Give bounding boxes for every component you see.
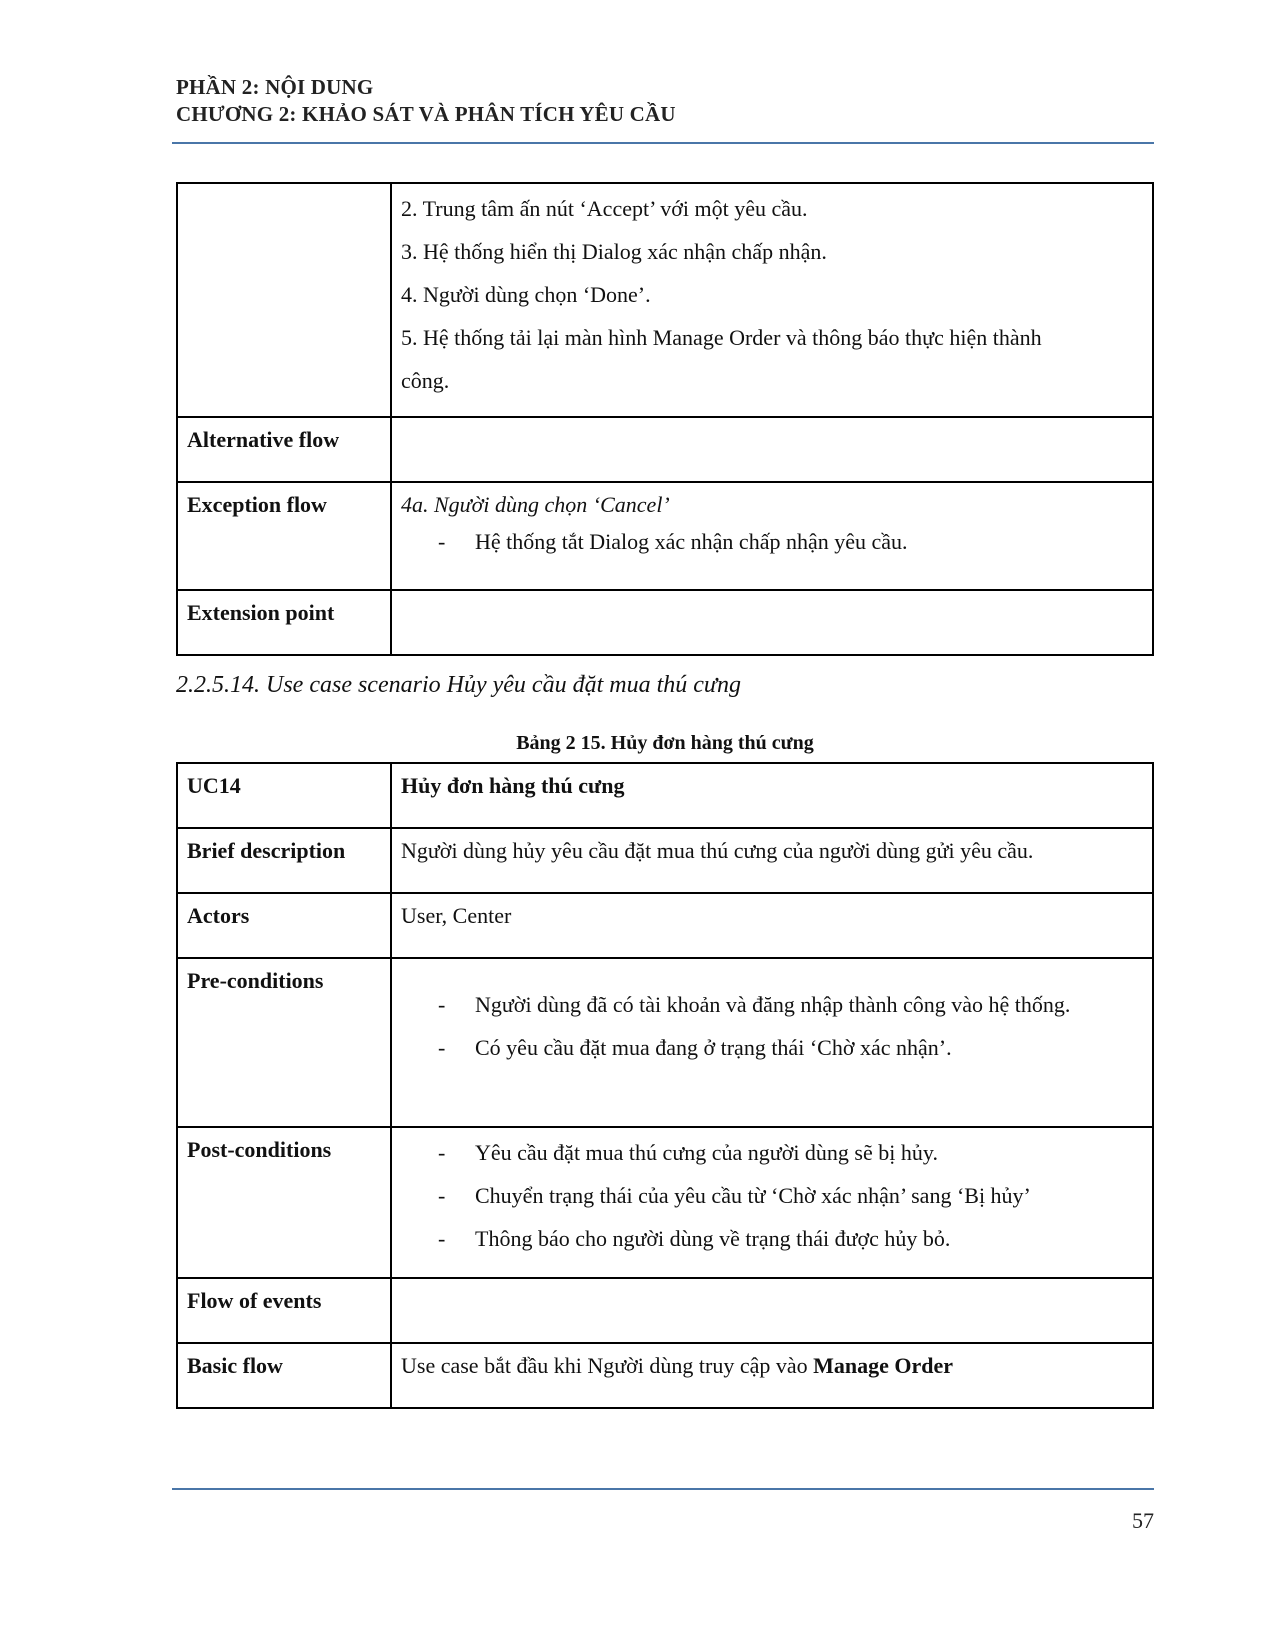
extension-point-label: Extension point [177,590,391,655]
footer-divider [172,1488,1154,1490]
flow-step: 3. Hệ thống hiển thị Dialog xác nhận chấp nhận. [401,239,827,264]
extension-point-value [391,590,1153,655]
list-item [401,1217,1143,1260]
dash-marker: - [438,529,446,554]
actors-label: Actors [177,893,391,958]
flow-step: 4. Người dùng chọn ‘Done’. [401,282,651,307]
flow-steps-cell [391,183,1153,417]
dash-marker: - [438,992,446,1017]
pre-conditions-value [391,958,1153,1127]
use-case-table [176,762,1154,1409]
exception-flow-label: Exception flow [177,482,391,590]
post-condition-text: Yêu cầu đặt mua thú cưng của người dùng sẽ bị hủy. [475,1140,938,1165]
alternative-flow-label: Alternative flow [177,417,391,482]
table-row [177,1343,1153,1408]
list-item [401,983,1143,1026]
brief-description-label: Brief description [177,828,391,893]
uc-name: Hủy đơn hàng thú cưng [391,763,1153,828]
post-condition-text: Thông báo cho người dùng về trạng thái được hủy bỏ. [475,1226,951,1251]
use-case-table-continued [176,182,1154,656]
empty-label-cell [177,183,391,417]
exception-item [401,519,1143,564]
pre-conditions-label: Pre-conditions [177,958,391,1127]
flow-of-events-value [391,1278,1153,1343]
table-row [177,958,1153,1127]
section-heading: 2.2.5.14. Use case scenario Hủy yêu cầu đặt mua thú cưng [176,672,741,698]
pre-condition-text: Người dùng đã có tài khoản và đăng nhập thành công vào hệ thống. [475,992,1071,1017]
flow-of-events-label: Flow of events [177,1278,391,1343]
exception-title: 4a. Người dùng chọn ‘Cancel’ [401,492,670,517]
dash-marker: - [438,1183,446,1208]
pre-condition-text: Có yêu cầu đặt mua đang ở trạng thái ‘Chờ xác nhận’. [475,1035,952,1060]
basic-flow-label: Basic flow [177,1343,391,1408]
table-row [177,590,1153,655]
basic-flow-bold: Manage Order [813,1353,954,1378]
basic-flow-text: Use case bắt đầu khi Người dùng truy cập vào [401,1353,814,1378]
post-conditions-label: Post-conditions [177,1127,391,1278]
dash-marker: - [438,1035,446,1060]
post-conditions-value [391,1127,1153,1278]
list-item [401,1131,1143,1174]
flow-step: công. [401,368,450,393]
flow-step: 2. Trung tâm ấn nút ‘Accept’ với một yêu cầu. [401,196,808,221]
page-header [176,74,676,128]
table-row [177,1127,1153,1278]
table-row [177,893,1153,958]
header-divider [172,142,1154,144]
dash-marker: - [438,1226,446,1251]
list-item [401,1026,1143,1069]
table-row [177,482,1153,590]
basic-flow-value [391,1343,1153,1408]
brief-description-value: Người dùng hủy yêu cầu đặt mua thú cưng của người dùng gửi yêu cầu. [391,828,1153,893]
post-condition-text: Chuyển trạng thái của yêu cầu từ ‘Chờ xác nhận’ sang ‘Bị hủy’ [475,1183,1031,1208]
table-row [177,763,1153,828]
flow-step: 5. Hệ thống tải lại màn hình Manage Order và thông báo thực hiện thành [401,325,1042,350]
table-row [177,417,1153,482]
header-chapter: CHƯƠNG 2: KHẢO SÁT VÀ PHÂN TÍCH YÊU CẦU [176,102,676,126]
exception-item-text: Hệ thống tắt Dialog xác nhận chấp nhận yêu cầu. [475,529,908,554]
table-row [177,828,1153,893]
list-item [401,1174,1143,1217]
table-row [177,183,1153,417]
header-part: PHẦN 2: NỘI DUNG [176,75,374,99]
uc-id: UC14 [177,763,391,828]
actors-value: User, Center [391,893,1153,958]
dash-marker: - [438,1140,446,1165]
table-caption: Bảng 2 15. Hủy đơn hàng thú cưng [516,732,814,754]
alternative-flow-value [391,417,1153,482]
page-number: 57 [1132,1508,1154,1533]
exception-flow-value [391,482,1153,590]
table-row [177,1278,1153,1343]
